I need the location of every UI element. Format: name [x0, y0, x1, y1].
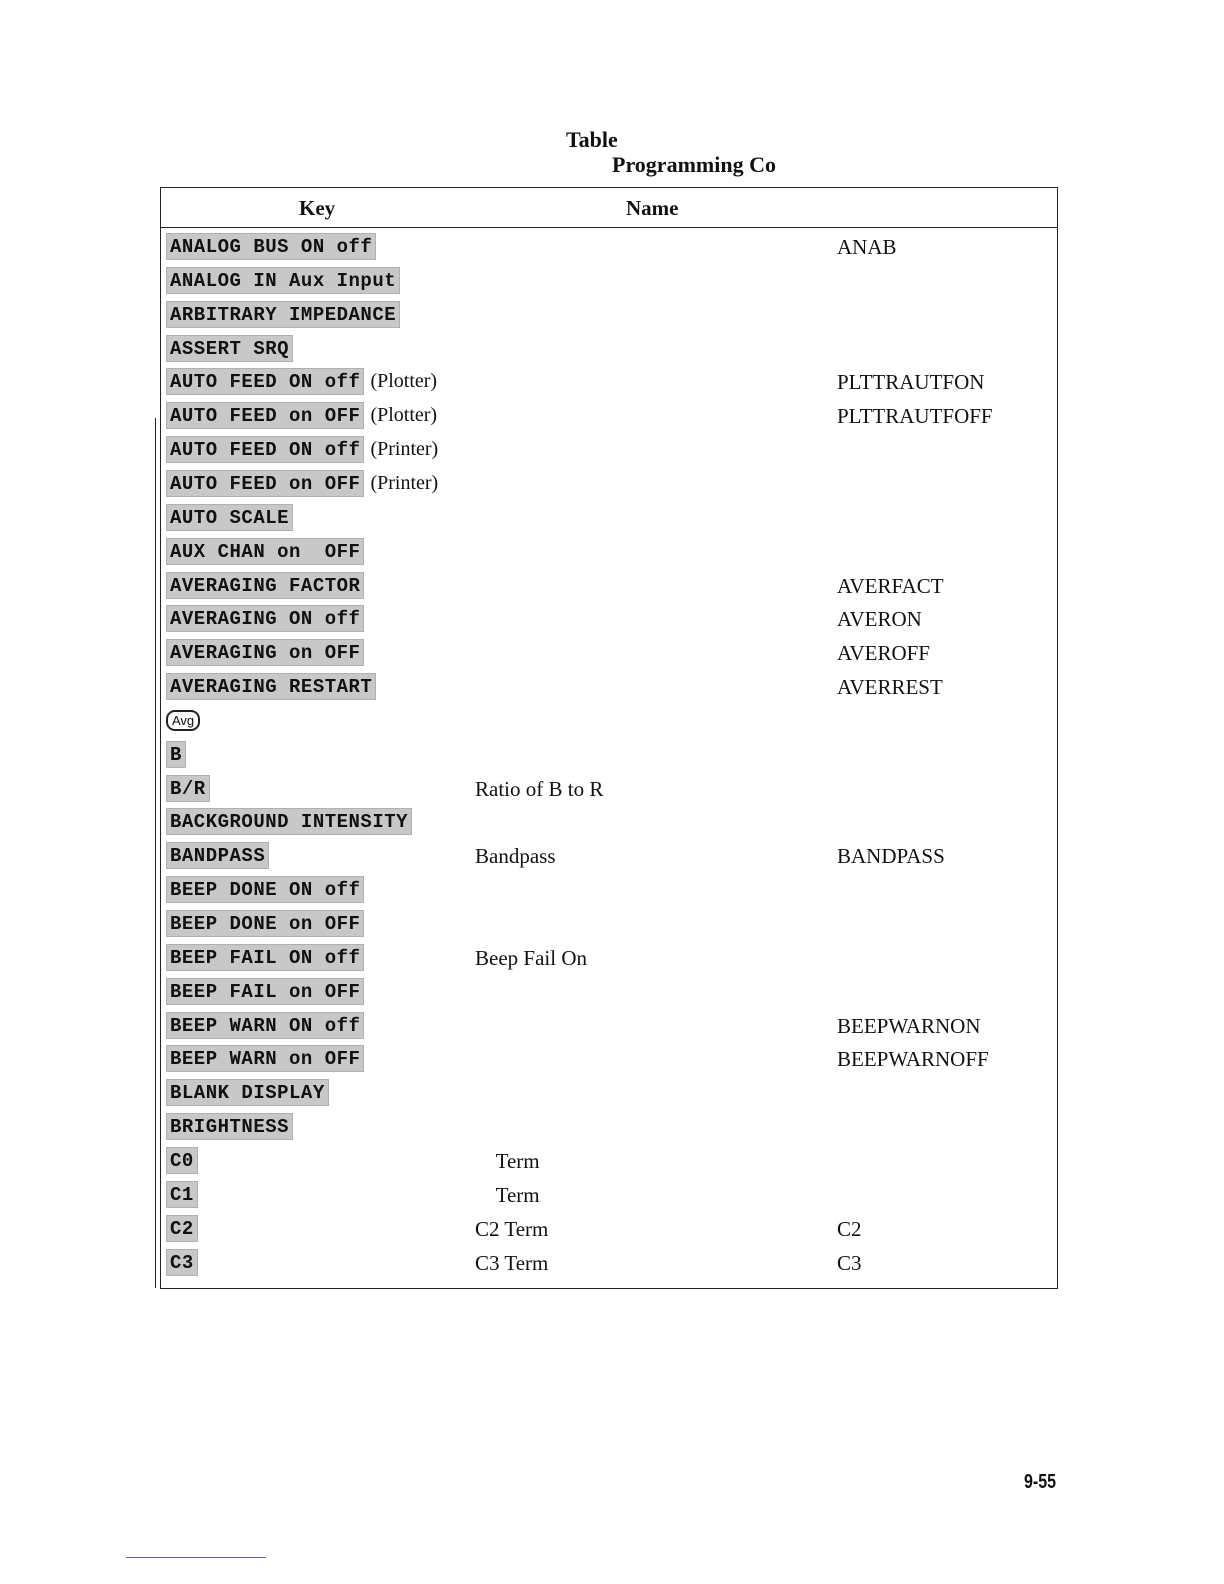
softkey-label: AVERAGING FACTOR — [166, 572, 364, 599]
key-cell — [166, 365, 437, 398]
table-row — [161, 738, 1057, 771]
key-cell — [166, 975, 370, 1008]
softkey-label: C0 — [166, 1147, 198, 1174]
table-row — [161, 1110, 1057, 1143]
key-cell — [166, 704, 206, 737]
softkey-label: ANALOG BUS ON off — [166, 233, 376, 260]
command-cell: BEEPWARNON — [837, 1013, 981, 1038]
page-number: 9-55 — [1024, 1471, 1057, 1493]
command-cell: AVEROFF — [837, 641, 930, 666]
key-cell — [166, 772, 216, 805]
table-row — [161, 264, 1057, 297]
table-row — [161, 1246, 1057, 1279]
table-row — [161, 636, 1057, 669]
name-cell: Term — [475, 1182, 540, 1207]
key-cell — [166, 907, 370, 940]
table-row — [161, 839, 1057, 872]
key-qualifier: (Printer) — [370, 471, 439, 494]
key-cell — [166, 1178, 204, 1211]
table-row — [161, 1178, 1057, 1211]
softkey-label: BACKGROUND INTENSITY — [166, 808, 412, 835]
column-header-key: Key — [299, 196, 336, 220]
table-row — [161, 399, 1057, 432]
command-cell: BANDPASS — [837, 844, 945, 869]
softkey-label: ASSERT SRQ — [166, 335, 293, 362]
table-header — [161, 188, 1057, 228]
softkey-label: BEEP FAIL on OFF — [166, 978, 364, 1005]
command-cell: PLTTRAUTFOFF — [837, 404, 993, 429]
key-cell — [166, 873, 370, 906]
key-cell — [166, 636, 370, 669]
key-qualifier: (Printer) — [370, 438, 439, 461]
table-row — [161, 941, 1057, 974]
key-cell — [166, 1144, 204, 1177]
table-row — [161, 1076, 1057, 1109]
table-row — [161, 805, 1057, 838]
key-cell — [166, 805, 418, 838]
key-cell — [166, 1110, 299, 1143]
table-row — [161, 501, 1057, 534]
key-qualifier: (Plotter) — [370, 370, 438, 393]
table-row — [161, 1212, 1057, 1245]
key-cell — [166, 264, 406, 297]
key-cell — [166, 467, 438, 500]
softkey-label: AVERAGING RESTART — [166, 673, 376, 700]
key-cell — [166, 332, 299, 365]
softkey-label: B/R — [166, 775, 210, 802]
key-cell — [166, 535, 370, 568]
table-row — [161, 1042, 1057, 1075]
table-row — [161, 298, 1057, 331]
command-cell: AVERREST — [837, 675, 943, 700]
softkey-label: AVERAGING on OFF — [166, 639, 364, 666]
softkey-label: AUTO FEED ON off — [166, 368, 364, 395]
key-cell — [166, 1009, 370, 1042]
table-row — [161, 230, 1057, 263]
hardkey-label: Avg — [166, 710, 200, 731]
softkey-label: BEEP DONE on OFF — [166, 910, 364, 937]
softkey-label: B — [166, 741, 186, 768]
key-cell — [166, 839, 275, 872]
table-row — [161, 602, 1057, 635]
key-cell — [166, 399, 437, 432]
key-cell — [166, 230, 382, 263]
softkey-label: BEEP WARN on OFF — [166, 1045, 364, 1072]
softkey-label: C1 — [166, 1181, 198, 1208]
table-row — [161, 535, 1057, 568]
command-cell: AVERON — [837, 607, 922, 632]
name-cell: C3 Term — [475, 1250, 549, 1275]
softkey-label: AUTO FEED on OFF — [166, 470, 364, 497]
table-row — [161, 907, 1057, 940]
table-row — [161, 772, 1057, 805]
name-cell: Bandpass — [475, 844, 556, 869]
key-cell — [166, 1246, 204, 1279]
softkey-label: BANDPASS — [166, 842, 269, 869]
name-cell: Term — [475, 1148, 540, 1173]
softkey-label: C3 — [166, 1249, 198, 1276]
table-row — [161, 365, 1057, 398]
table-row — [161, 670, 1057, 703]
softkey-label: AUX CHAN on OFF — [166, 538, 364, 565]
table-row — [161, 1009, 1057, 1042]
key-qualifier: (Plotter) — [370, 404, 438, 427]
command-cell: AVERFACT — [837, 573, 944, 598]
softkey-label: ANALOG IN Aux Input — [166, 267, 400, 294]
key-cell — [166, 1212, 204, 1245]
name-cell: C2 Term — [475, 1216, 549, 1241]
table-row — [161, 332, 1057, 365]
softkey-label: BLANK DISPLAY — [166, 1079, 329, 1106]
key-cell — [166, 670, 382, 703]
command-cell: C3 — [837, 1250, 862, 1275]
table-title-label: Table — [566, 127, 618, 152]
softkey-label: ARBITRARY IMPEDANCE — [166, 301, 400, 328]
softkey-label: BEEP FAIL ON off — [166, 944, 364, 971]
softkey-label: AUTO FEED on OFF — [166, 402, 364, 429]
softkey-label: AUTO FEED ON off — [166, 436, 364, 463]
softkey-label: BEEP DONE ON off — [166, 876, 364, 903]
table-row — [161, 569, 1057, 602]
table-row — [161, 467, 1057, 500]
key-cell — [166, 941, 370, 974]
name-cell: Ratio of B to R — [475, 776, 604, 801]
key-cell — [166, 602, 370, 635]
key-cell — [166, 433, 438, 466]
softkey-label: C2 — [166, 1215, 198, 1242]
column-header-name: Name — [626, 196, 679, 220]
footer-rule — [126, 1557, 266, 1558]
softkey-label: BRIGHTNESS — [166, 1113, 293, 1140]
softkey-label: AVERAGING ON off — [166, 605, 364, 632]
softkey-label: BEEP WARN ON off — [166, 1012, 364, 1039]
command-cell: ANAB — [837, 235, 897, 259]
command-cell: PLTTRAUTFON — [837, 370, 985, 395]
table-title-text: Programming Co — [612, 152, 776, 177]
programming-commands-table — [160, 187, 1058, 1289]
command-cell: BEEPWARNOFF — [837, 1047, 989, 1072]
name-cell: Beep Fail On — [475, 945, 587, 970]
key-cell — [166, 569, 370, 602]
key-cell — [166, 298, 406, 331]
key-cell — [166, 738, 192, 771]
table-row — [161, 873, 1057, 906]
key-cell — [166, 1076, 335, 1109]
key-cell — [166, 501, 299, 534]
command-cell: C2 — [837, 1216, 862, 1241]
table-row — [161, 433, 1057, 466]
key-cell — [166, 1042, 370, 1075]
table-row — [161, 704, 1057, 737]
softkey-label: AUTO SCALE — [166, 504, 293, 531]
table-row — [161, 1144, 1057, 1177]
table-row — [161, 975, 1057, 1008]
